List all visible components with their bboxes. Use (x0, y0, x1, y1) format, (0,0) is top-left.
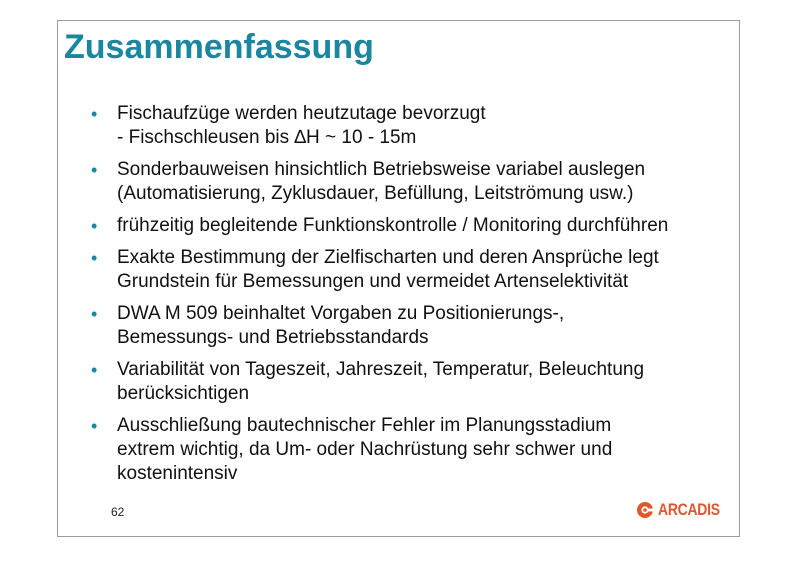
bullet-list (91, 102, 731, 494)
bullet-marker: • (91, 248, 98, 268)
bullet-text-line: berücksichtigen (117, 383, 250, 404)
bullet-marker: • (91, 216, 98, 236)
bullet-item (91, 414, 731, 486)
bullet-marker: • (91, 104, 98, 124)
page-number: 62 (111, 505, 125, 519)
bullet-marker: • (91, 304, 98, 324)
bullet-marker: • (91, 360, 98, 380)
bullet-text-line: kostenintensiv (117, 463, 238, 484)
bullet-text-line: Bemessungs- und Betriebsstandards (117, 327, 429, 348)
bullet-item (91, 214, 731, 238)
bullet-text-line: DWA M 509 beinhaltet Vorgaben zu Positionierungs-, (117, 303, 565, 324)
bullet-text-line: Fischaufzüge werden heutzutage bevorzugt (117, 103, 486, 124)
bullet-text-line: frühzeitig begleitende Funktionskontrolle / Monitoring durchführen (117, 215, 669, 236)
bullet-marker: • (91, 160, 98, 180)
bullet-item (91, 302, 731, 350)
bullet-text-line: - Fischschleusen bis ∆H ~ 10 - 15m (117, 127, 417, 148)
slide (57, 20, 740, 537)
bullet-marker: • (91, 416, 98, 436)
bullet-item (91, 102, 731, 150)
logo-text: ARCADIS (658, 500, 720, 519)
bullet-item (91, 358, 731, 406)
slide-title: Zusammenfassung (64, 28, 374, 66)
arcadis-logo (636, 499, 733, 521)
arcadis-logo-icon (636, 501, 654, 519)
bullet-text-line: Ausschließung bautechnischer Fehler im Planungsstadium (117, 415, 612, 436)
bullet-text-line: Sonderbauweisen hinsichtlich Betriebsweise variabel auslegen (117, 159, 646, 180)
bullet-item (91, 158, 731, 206)
bullet-text-line: extrem wichtig, da Um- oder Nachrüstung sehr schwer und (117, 439, 613, 460)
bullet-text-line: Grundstein für Bemessungen und vermeidet Artenselektivität (117, 271, 629, 292)
bullet-text-line: Variabilität von Tageszeit, Jahreszeit, Temperatur, Beleuchtung (117, 359, 645, 380)
bullet-item (91, 246, 731, 294)
bullet-text-line: (Automatisierung, Zyklusdauer, Befüllung, Leitströmung usw.) (117, 183, 634, 204)
bullet-text-line: Exakte Bestimmung der Zielfischarten und deren Ansprüche legt (117, 247, 659, 268)
